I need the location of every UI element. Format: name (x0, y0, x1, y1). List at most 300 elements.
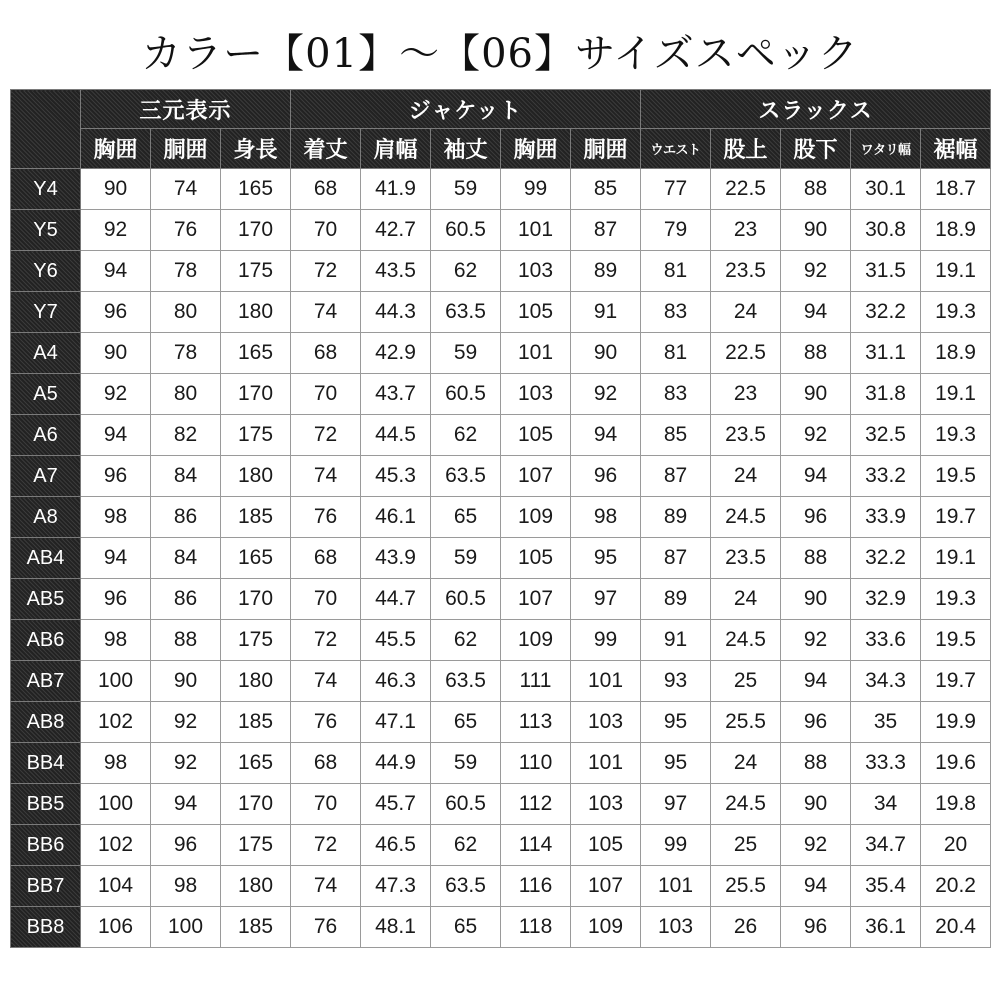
table-cell: 79 (641, 210, 711, 251)
table-cell: 97 (571, 579, 641, 620)
table-cell: 76 (151, 210, 221, 251)
table-cell: 91 (571, 292, 641, 333)
table-cell: 68 (291, 538, 361, 579)
table-cell: 18.9 (921, 333, 991, 374)
table-cell: 92 (571, 374, 641, 415)
table-cell: 185 (221, 907, 291, 948)
table-cell: 165 (221, 743, 291, 784)
column-header-row (11, 129, 991, 169)
table-cell: 24.5 (711, 497, 781, 538)
table-cell: 72 (291, 415, 361, 456)
table-cell: 43.7 (361, 374, 431, 415)
size-label-cell: BB7 (11, 866, 81, 907)
table-cell: 59 (431, 743, 501, 784)
table-cell: 106 (81, 907, 151, 948)
table-cell: 76 (291, 702, 361, 743)
table-cell: 84 (151, 538, 221, 579)
table-row (11, 702, 991, 743)
table-cell: 70 (291, 210, 361, 251)
table-cell: 78 (151, 333, 221, 374)
table-cell: 107 (501, 579, 571, 620)
table-cell: 101 (501, 210, 571, 251)
table-cell: 74 (151, 169, 221, 210)
table-cell: 18.9 (921, 210, 991, 251)
table-cell: 41.9 (361, 169, 431, 210)
table-row (11, 333, 991, 374)
table-cell: 103 (571, 702, 641, 743)
table-cell: 104 (81, 866, 151, 907)
table-cell: 92 (781, 415, 851, 456)
size-label-cell: AB6 (11, 620, 81, 661)
table-cell: 65 (431, 907, 501, 948)
table-cell: 34 (851, 784, 921, 825)
table-cell: 82 (151, 415, 221, 456)
table-cell: 92 (781, 825, 851, 866)
table-cell: 101 (641, 866, 711, 907)
table-cell: 20 (921, 825, 991, 866)
size-label-cell: BB6 (11, 825, 81, 866)
table-cell: 22.5 (711, 333, 781, 374)
table-cell: 118 (501, 907, 571, 948)
table-cell: 85 (641, 415, 711, 456)
table-cell: 105 (571, 825, 641, 866)
table-cell: 95 (641, 743, 711, 784)
table-cell: 103 (571, 784, 641, 825)
size-label-cell: A5 (11, 374, 81, 415)
table-row (11, 661, 991, 702)
table-cell: 34.3 (851, 661, 921, 702)
table-row (11, 538, 991, 579)
table-cell: 103 (501, 374, 571, 415)
table-cell: 185 (221, 497, 291, 538)
size-label-cell: AB4 (11, 538, 81, 579)
table-cell: 98 (151, 866, 221, 907)
table-cell: 19.3 (921, 579, 991, 620)
size-label-cell: BB5 (11, 784, 81, 825)
table-cell: 72 (291, 251, 361, 292)
table-cell: 33.3 (851, 743, 921, 784)
table-cell: 43.9 (361, 538, 431, 579)
table-cell: 180 (221, 456, 291, 497)
table-cell: 74 (291, 866, 361, 907)
table-cell: 44.5 (361, 415, 431, 456)
table-cell: 90 (781, 784, 851, 825)
table-row (11, 579, 991, 620)
table-cell: 95 (571, 538, 641, 579)
table-cell: 42.7 (361, 210, 431, 251)
table-body (11, 169, 991, 948)
table-cell: 48.1 (361, 907, 431, 948)
table-cell: 88 (781, 333, 851, 374)
table-cell: 23.5 (711, 415, 781, 456)
table-cell: 98 (571, 497, 641, 538)
table-cell: 25.5 (711, 702, 781, 743)
table-cell: 90 (781, 374, 851, 415)
table-cell: 22.5 (711, 169, 781, 210)
table-cell: 63.5 (431, 456, 501, 497)
size-label-cell: AB8 (11, 702, 81, 743)
size-label-cell: AB5 (11, 579, 81, 620)
table-cell: 86 (151, 497, 221, 538)
size-label-cell: A4 (11, 333, 81, 374)
table-cell: 19.7 (921, 497, 991, 538)
table-cell: 180 (221, 292, 291, 333)
table-cell: 18.7 (921, 169, 991, 210)
table-row (11, 825, 991, 866)
table-cell: 96 (571, 456, 641, 497)
table-cell: 96 (151, 825, 221, 866)
size-label-cell: Y4 (11, 169, 81, 210)
table-cell: 88 (781, 538, 851, 579)
table-cell: 81 (641, 333, 711, 374)
table-cell: 107 (501, 456, 571, 497)
table-cell: 98 (81, 743, 151, 784)
table-cell: 25.5 (711, 866, 781, 907)
table-row (11, 169, 991, 210)
corner-cell (11, 90, 81, 169)
table-cell: 116 (501, 866, 571, 907)
size-label-cell: A8 (11, 497, 81, 538)
table-row (11, 456, 991, 497)
table-cell: 62 (431, 825, 501, 866)
column-header: 胴囲 (571, 129, 641, 169)
table-row (11, 210, 991, 251)
column-header: 肩幅 (361, 129, 431, 169)
table-cell: 59 (431, 169, 501, 210)
table-cell: 62 (431, 415, 501, 456)
column-header: 胸囲 (501, 129, 571, 169)
table-cell: 63.5 (431, 866, 501, 907)
table-cell: 92 (81, 210, 151, 251)
table-cell: 43.5 (361, 251, 431, 292)
table-cell: 94 (781, 866, 851, 907)
table-row (11, 251, 991, 292)
table-cell: 96 (781, 702, 851, 743)
column-header: 股下 (781, 129, 851, 169)
table-cell: 76 (291, 497, 361, 538)
column-header: 股上 (711, 129, 781, 169)
table-cell: 96 (781, 907, 851, 948)
table-cell: 35 (851, 702, 921, 743)
table-cell: 90 (781, 210, 851, 251)
table-cell: 175 (221, 825, 291, 866)
table-cell: 88 (781, 169, 851, 210)
table-cell: 60.5 (431, 374, 501, 415)
table-cell: 86 (151, 579, 221, 620)
table-cell: 96 (781, 497, 851, 538)
table-cell: 80 (151, 374, 221, 415)
table-cell: 100 (81, 661, 151, 702)
size-spec-table (10, 89, 991, 948)
table-cell: 102 (81, 825, 151, 866)
table-row (11, 292, 991, 333)
table-cell: 112 (501, 784, 571, 825)
table-cell: 88 (781, 743, 851, 784)
table-cell: 44.3 (361, 292, 431, 333)
table-cell: 24 (711, 292, 781, 333)
column-header: 胸囲 (81, 129, 151, 169)
table-cell: 45.3 (361, 456, 431, 497)
table-cell: 19.7 (921, 661, 991, 702)
table-cell: 24.5 (711, 784, 781, 825)
table-cell: 24 (711, 579, 781, 620)
table-cell: 63.5 (431, 292, 501, 333)
table-cell: 26 (711, 907, 781, 948)
size-label-cell: A7 (11, 456, 81, 497)
table-cell: 96 (81, 456, 151, 497)
table-cell: 62 (431, 251, 501, 292)
table-cell: 85 (571, 169, 641, 210)
table-cell: 90 (781, 579, 851, 620)
table-cell: 70 (291, 579, 361, 620)
table-cell: 63.5 (431, 661, 501, 702)
size-label-cell: BB4 (11, 743, 81, 784)
table-cell: 101 (501, 333, 571, 374)
table-cell: 30.1 (851, 169, 921, 210)
group-header-sangen: 三元表示 (81, 90, 291, 129)
table-cell: 45.7 (361, 784, 431, 825)
table-cell: 19.6 (921, 743, 991, 784)
table-cell: 100 (81, 784, 151, 825)
table-cell: 84 (151, 456, 221, 497)
table-cell: 170 (221, 374, 291, 415)
table-cell: 101 (571, 661, 641, 702)
table-cell: 59 (431, 333, 501, 374)
table-cell: 42.9 (361, 333, 431, 374)
table-row (11, 784, 991, 825)
table-cell: 65 (431, 497, 501, 538)
table-cell: 46.5 (361, 825, 431, 866)
table-cell: 170 (221, 784, 291, 825)
table-cell: 92 (781, 251, 851, 292)
column-header: ワタリ幅 (851, 129, 921, 169)
table-cell: 113 (501, 702, 571, 743)
group-header-slacks: スラックス (641, 90, 991, 129)
table-cell: 33.9 (851, 497, 921, 538)
table-cell: 94 (571, 415, 641, 456)
table-cell: 90 (81, 333, 151, 374)
table-cell: 19.1 (921, 538, 991, 579)
column-header: 胴囲 (151, 129, 221, 169)
table-cell: 19.5 (921, 456, 991, 497)
column-header: 着丈 (291, 129, 361, 169)
table-cell: 33.2 (851, 456, 921, 497)
table-cell: 30.8 (851, 210, 921, 251)
table-cell: 23.5 (711, 538, 781, 579)
table-cell: 92 (151, 743, 221, 784)
table-cell: 102 (81, 702, 151, 743)
table-cell: 175 (221, 251, 291, 292)
table-cell: 68 (291, 743, 361, 784)
table-cell: 60.5 (431, 579, 501, 620)
table-cell: 19.1 (921, 251, 991, 292)
table-cell: 91 (641, 620, 711, 661)
table-cell: 72 (291, 825, 361, 866)
table-cell: 80 (151, 292, 221, 333)
table-cell: 94 (81, 538, 151, 579)
table-cell: 96 (81, 292, 151, 333)
table-cell: 165 (221, 538, 291, 579)
table-cell: 170 (221, 210, 291, 251)
table-cell: 74 (291, 661, 361, 702)
table-cell: 68 (291, 169, 361, 210)
table-cell: 19.5 (921, 620, 991, 661)
table-cell: 94 (81, 251, 151, 292)
table-cell: 109 (571, 907, 641, 948)
table-cell: 46.3 (361, 661, 431, 702)
table-cell: 23 (711, 210, 781, 251)
column-header: 身長 (221, 129, 291, 169)
column-header: 袖丈 (431, 129, 501, 169)
table-cell: 99 (571, 620, 641, 661)
table-cell: 103 (641, 907, 711, 948)
table-cell: 94 (781, 292, 851, 333)
table-cell: 105 (501, 292, 571, 333)
table-cell: 89 (571, 251, 641, 292)
table-cell: 74 (291, 456, 361, 497)
table-cell: 70 (291, 784, 361, 825)
table-cell: 44.9 (361, 743, 431, 784)
group-header-jacket: ジャケット (291, 90, 641, 129)
table-cell: 32.9 (851, 579, 921, 620)
table-cell: 105 (501, 415, 571, 456)
table-cell: 60.5 (431, 210, 501, 251)
table-cell: 92 (81, 374, 151, 415)
table-cell: 76 (291, 907, 361, 948)
table-cell: 25 (711, 825, 781, 866)
table-cell: 60.5 (431, 784, 501, 825)
table-cell: 110 (501, 743, 571, 784)
table-cell: 90 (81, 169, 151, 210)
table-cell: 59 (431, 538, 501, 579)
table-cell: 31.5 (851, 251, 921, 292)
table-cell: 32.5 (851, 415, 921, 456)
column-header: 裾幅 (921, 129, 991, 169)
table-cell: 74 (291, 292, 361, 333)
table-cell: 19.3 (921, 415, 991, 456)
table-cell: 92 (781, 620, 851, 661)
table-cell: 95 (641, 702, 711, 743)
table-cell: 94 (151, 784, 221, 825)
table-cell: 92 (151, 702, 221, 743)
table-cell: 180 (221, 866, 291, 907)
table-cell: 89 (641, 579, 711, 620)
table-cell: 103 (501, 251, 571, 292)
table-cell: 31.8 (851, 374, 921, 415)
table-cell: 170 (221, 579, 291, 620)
table-cell: 180 (221, 661, 291, 702)
size-label-cell: BB8 (11, 907, 81, 948)
table-cell: 109 (501, 620, 571, 661)
table-cell: 32.2 (851, 292, 921, 333)
table-cell: 175 (221, 415, 291, 456)
table-cell: 65 (431, 702, 501, 743)
group-header-row (11, 90, 991, 129)
table-cell: 94 (781, 661, 851, 702)
table-cell: 46.1 (361, 497, 431, 538)
table-cell: 114 (501, 825, 571, 866)
table-cell: 24 (711, 743, 781, 784)
table-cell: 98 (81, 497, 151, 538)
size-label-cell: Y7 (11, 292, 81, 333)
table-cell: 47.3 (361, 866, 431, 907)
table-cell: 111 (501, 661, 571, 702)
table-cell: 90 (151, 661, 221, 702)
table-cell: 24 (711, 456, 781, 497)
table-cell: 87 (571, 210, 641, 251)
table-row (11, 907, 991, 948)
table-cell: 34.7 (851, 825, 921, 866)
table-cell: 94 (81, 415, 151, 456)
table-cell: 70 (291, 374, 361, 415)
column-header: ウエスト (641, 129, 711, 169)
table-cell: 97 (641, 784, 711, 825)
table-cell: 96 (81, 579, 151, 620)
table-cell: 62 (431, 620, 501, 661)
table-cell: 72 (291, 620, 361, 661)
table-cell: 23.5 (711, 251, 781, 292)
table-cell: 78 (151, 251, 221, 292)
table-cell: 19.8 (921, 784, 991, 825)
table-cell: 90 (571, 333, 641, 374)
table-cell: 99 (641, 825, 711, 866)
table-cell: 19.9 (921, 702, 991, 743)
table-cell: 185 (221, 702, 291, 743)
table-cell: 31.1 (851, 333, 921, 374)
table-cell: 19.1 (921, 374, 991, 415)
table-cell: 101 (571, 743, 641, 784)
table-cell: 99 (501, 169, 571, 210)
table-row (11, 620, 991, 661)
page-title: カラー【01】〜【06】サイズスペック (141, 31, 859, 77)
table-cell: 89 (641, 497, 711, 538)
table-cell: 20.4 (921, 907, 991, 948)
table-cell: 45.5 (361, 620, 431, 661)
table-cell: 32.2 (851, 538, 921, 579)
table-cell: 105 (501, 538, 571, 579)
table-cell: 20.2 (921, 866, 991, 907)
size-label-cell: Y5 (11, 210, 81, 251)
table-row (11, 374, 991, 415)
table-cell: 93 (641, 661, 711, 702)
table-cell: 25 (711, 661, 781, 702)
table-cell: 81 (641, 251, 711, 292)
table-cell: 175 (221, 620, 291, 661)
table-cell: 24.5 (711, 620, 781, 661)
table-cell: 33.6 (851, 620, 921, 661)
table-cell: 94 (781, 456, 851, 497)
table-cell: 35.4 (851, 866, 921, 907)
table-cell: 107 (571, 866, 641, 907)
table-cell: 68 (291, 333, 361, 374)
table-cell: 87 (641, 538, 711, 579)
table-cell: 44.7 (361, 579, 431, 620)
table-cell: 77 (641, 169, 711, 210)
table-cell: 23 (711, 374, 781, 415)
table-cell: 83 (641, 292, 711, 333)
table-cell: 87 (641, 456, 711, 497)
size-label-cell: AB7 (11, 661, 81, 702)
table-row (11, 866, 991, 907)
table-row (11, 497, 991, 538)
size-label-cell: A6 (11, 415, 81, 456)
table-cell: 36.1 (851, 907, 921, 948)
table-cell: 19.3 (921, 292, 991, 333)
table-cell: 165 (221, 169, 291, 210)
size-label-cell: Y6 (11, 251, 81, 292)
table-row (11, 743, 991, 784)
table-cell: 109 (501, 497, 571, 538)
